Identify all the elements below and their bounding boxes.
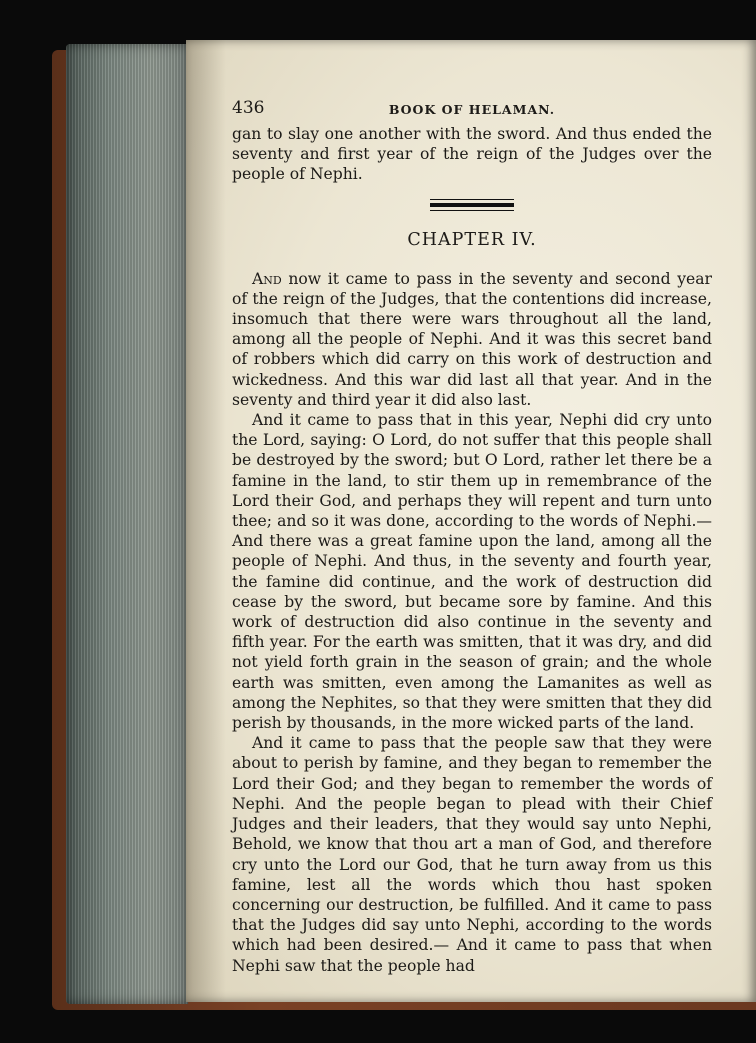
divider-rule bbox=[430, 203, 514, 207]
paragraph-1 bbox=[232, 269, 712, 410]
continued-paragraph: gan to slay one another with the sword. And thus ended the seventy and first year of the reign of the Judges over the people of Nephi. bbox=[232, 125, 712, 184]
gutter-shadow bbox=[186, 40, 226, 1002]
paragraph-1-text: now it came to pass in the seventy and second year of the reign of the Judges, that the contentions did increase, insomuch that there were wars throughout all the land, among all the people of Nephi. And it was this secret band of robbers which did carry on this work of destruction and wickedness. And this war did last all that year. And in the seventy and third year it did also last. bbox=[232, 269, 712, 409]
divider-rule-top bbox=[430, 199, 514, 200]
paragraph-3: And it came to pass that the people saw that they were about to perish by famine, and they began to remember the Lord their God; and they began to remember the words of Nephi. And the people began to plead with their Chief Judges and their leaders, that they would say unto Nephi, Behold, we know that thou art a man of God, and therefore cry unto the Lord our God, that he turn away from us this famine, lest all the words which thou hast spoken concerning our destruction, be fulfilled. And it came to pass that the Judges did say unto Nephi, according to the words which had been desired.— And it came to pass that when Nephi saw that the people had bbox=[232, 734, 712, 975]
chapter-heading: CHAPTER IV. bbox=[407, 229, 537, 250]
paragraph-1-dropcap: And bbox=[252, 269, 282, 288]
page-edges bbox=[66, 44, 188, 1004]
running-title: BOOK OF HELAMAN. bbox=[388, 102, 556, 117]
section-divider bbox=[232, 185, 712, 229]
divider-rule-bottom bbox=[430, 210, 514, 211]
paragraph-2: And it came to pass that in this year, Nephi did cry unto the Lord, saying: O Lord, do not suffer that this people shall be destroyed by the sword; but O Lord, rather let there be a famine in the land, to stir them up in remembrance of the Lord their God, and perhaps they will repent and turn unto thee; and so it was done, according to the words of Nephi.— And there was a great famine upon the land, among all the people of Nephi. And thus, in the seventy and fourth year, the famine did continue, and the work of destruction did cease by the sword, but became sore by famine. And this work of destruction did also continue in the seventy and fifth year. For the earth was smitten, that it was dry, and did not yield forth grain in the season of grain; and the whole earth was smitten, even among the Lamanites as well as among the Nephites, so that they were smitten that they did perish by thousands, in the more wicked parts of the land. bbox=[232, 411, 712, 733]
page-text bbox=[232, 98, 712, 976]
page-number: 436 bbox=[232, 98, 265, 118]
running-header bbox=[232, 98, 712, 124]
book-page bbox=[186, 40, 756, 1002]
